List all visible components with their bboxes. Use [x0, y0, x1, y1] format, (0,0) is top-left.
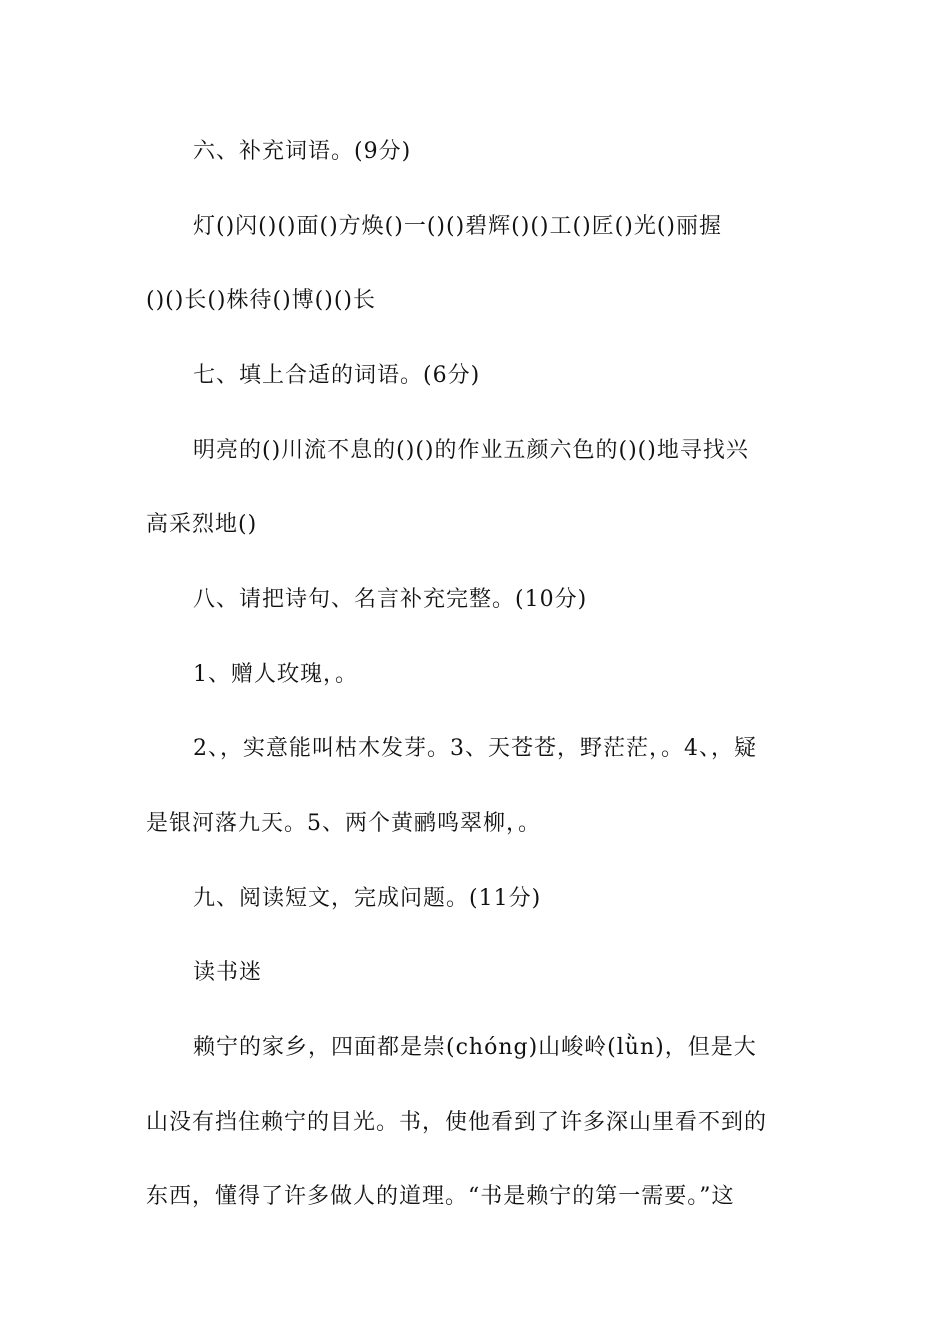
section-6-text-line-1: 灯()闪()()面()方焕()一()()碧辉()()工()匠()光()丽握 [193, 214, 722, 239]
section-7-text-line-1: 明亮的()川流不息的()()的作业五颜六色的()()地寻找兴 [193, 438, 749, 463]
passage-line-2: 山没有挡住赖宁的目光。书，使他看到了许多深山里看不到的 [146, 1110, 768, 1135]
section-8-item-1: 1、赠人玫瑰，。 [193, 662, 358, 687]
section-9-heading: 九、阅读短文，完成问题。(11分) [193, 886, 542, 911]
passage-title: 读书迷 [193, 960, 263, 985]
section-6-heading: 六、补充词语。(9分) [193, 139, 412, 164]
passage-line-3: 东西，懂得了许多做人的道理。“书是赖宁的第一需要。”这 [146, 1184, 735, 1209]
section-6-text-line-2: ()()长()株待()博()()长 [146, 288, 376, 313]
section-8-items-line-2: 是银河落九天。5、两个黄鹂鸣翠柳，。 [146, 811, 541, 836]
passage-line-1: 赖宁的家乡，四面都是崇(chóng)山峻岭(lǜn)，但是大 [193, 1035, 757, 1060]
section-7-heading: 七、填上合适的词语。(6分) [193, 363, 481, 388]
section-7-text-line-2: 高采烈地() [146, 512, 258, 537]
section-8-heading: 八、请把诗句、名言补充完整。(10分) [193, 587, 588, 612]
section-8-items-line-1: 2、，实意能叫枯木发芽。3、天苍苍，野茫茫，。4、，疑 [193, 736, 757, 761]
